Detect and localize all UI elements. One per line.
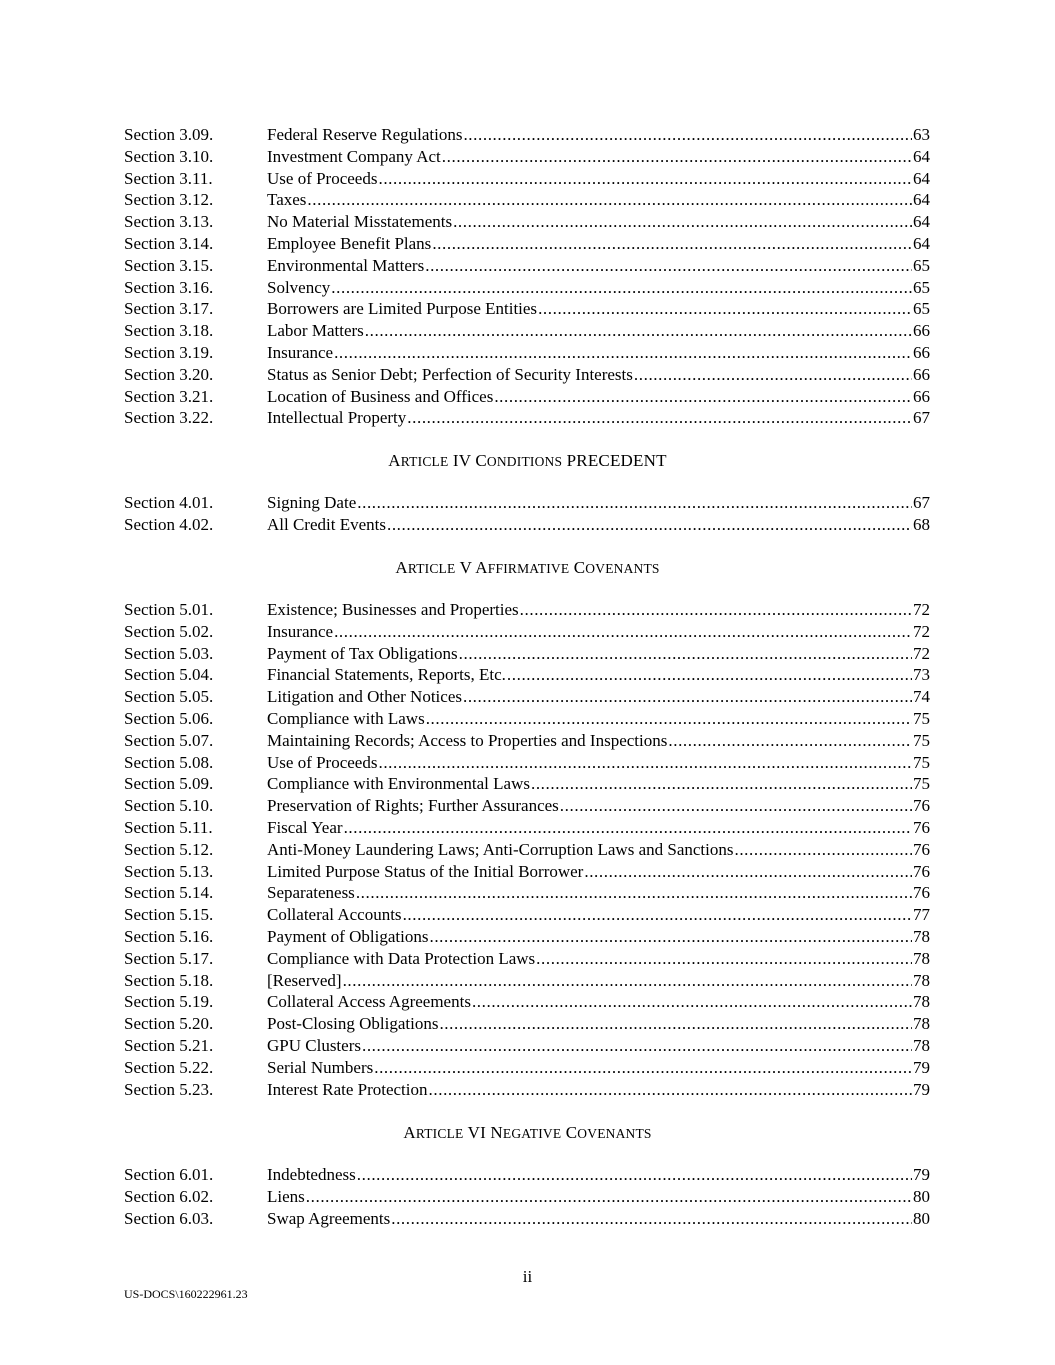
dot-leader (334, 342, 912, 364)
section-title: Labor Matters (267, 321, 364, 341)
article-iv-label: ARTICLE IV (388, 451, 471, 470)
dot-leader (584, 861, 912, 883)
section-title: [Reserved] (267, 970, 342, 990)
page-reference: 73 (913, 665, 930, 685)
section-title: Maintaining Records; Access to Properties and Inspections (267, 730, 668, 750)
section-title: Insurance (267, 621, 334, 641)
toc-entry (124, 342, 930, 364)
dot-leader (362, 1035, 912, 1057)
section-title: Compliance with Data Protection Laws (267, 948, 536, 968)
article-iv-name: CONDITIONS PRECEDENT (475, 451, 667, 470)
page-reference: 66 (913, 364, 930, 384)
dot-leader (403, 904, 912, 926)
toc-entry (124, 1186, 930, 1208)
page-reference: 77 (913, 905, 930, 925)
toc-entry (124, 255, 930, 277)
page-reference: 78 (913, 926, 930, 946)
dot-leader (357, 492, 912, 514)
toc-block-article-v (124, 599, 930, 1100)
section-title: Solvency (267, 277, 331, 297)
dot-leader (520, 599, 912, 621)
page-reference: 76 (913, 861, 930, 881)
page-reference: 65 (913, 299, 930, 319)
toc-entry (124, 686, 930, 708)
section-number: Section 5.08. (124, 752, 214, 772)
section-title: Swap Agreements (267, 1208, 391, 1228)
dot-leader (634, 364, 912, 386)
dot-leader (357, 1164, 912, 1186)
toc-entry (124, 211, 930, 233)
section-number: Section 3.13. (124, 212, 214, 232)
toc-entry (124, 991, 930, 1013)
toc-entry (124, 1164, 930, 1186)
section-title: No Material Misstatements (267, 212, 453, 232)
page-reference: 66 (913, 342, 930, 362)
section-number: Section 5.07. (124, 730, 214, 750)
toc-entry (124, 926, 930, 948)
dot-leader (453, 211, 912, 233)
section-title: Investment Company Act (267, 146, 441, 166)
page-reference: 64 (913, 212, 930, 232)
page-reference: 66 (913, 321, 930, 341)
article-vi-label: ARTICLE VI (403, 1123, 486, 1142)
dot-leader (356, 882, 912, 904)
section-number: Section 3.15. (124, 255, 214, 275)
section-number: Section 5.23. (124, 1079, 214, 1099)
section-number: Section 3.11. (124, 168, 213, 188)
page-reference: 68 (913, 514, 930, 534)
toc-entry (124, 1057, 930, 1079)
page-reference: 75 (913, 708, 930, 728)
page-reference: 65 (913, 277, 930, 297)
section-number: Section 5.19. (124, 992, 214, 1012)
section-number: Section 5.22. (124, 1057, 214, 1077)
section-title: Collateral Accounts (267, 905, 402, 925)
section-number: Section 5.04. (124, 665, 214, 685)
section-number: Section 5.16. (124, 926, 214, 946)
toc-entry (124, 861, 930, 883)
page-reference: 80 (913, 1208, 930, 1228)
section-number: Section 3.14. (124, 233, 214, 253)
page-reference: 75 (913, 730, 930, 750)
section-number: Section 6.02. (124, 1186, 214, 1206)
toc-entry (124, 1079, 930, 1101)
dot-leader (343, 970, 912, 992)
toc-entry (124, 708, 930, 730)
dot-leader (378, 168, 912, 190)
section-number: Section 4.02. (124, 514, 214, 534)
dot-leader (426, 708, 912, 730)
article-v-label: ARTICLE V (395, 558, 472, 577)
dot-leader (331, 277, 912, 299)
dot-leader (560, 795, 912, 817)
section-number: Section 3.09. (124, 125, 214, 144)
section-number: Section 5.02. (124, 621, 214, 641)
toc-entry (124, 514, 930, 536)
page-reference: 76 (913, 839, 930, 859)
page-reference: 75 (913, 752, 930, 772)
page-number: ii (522, 1267, 533, 1286)
toc-entry (124, 407, 930, 429)
toc-entry (124, 904, 930, 926)
dot-leader (429, 1079, 912, 1101)
article-vi-heading (0, 1122, 1055, 1145)
section-title: Use of Proceeds (267, 752, 378, 772)
dot-leader (307, 189, 912, 211)
page-reference: 76 (913, 796, 930, 816)
section-number: Section 6.03. (124, 1208, 214, 1228)
dot-leader (463, 686, 912, 708)
toc-entry (124, 839, 930, 861)
dot-leader (439, 1013, 912, 1035)
page-reference: 72 (913, 600, 930, 619)
toc-entry (124, 124, 930, 146)
section-title: Insurance (267, 342, 334, 362)
section-title: Existence; Businesses and Properties (267, 600, 519, 619)
dot-leader (668, 730, 912, 752)
article-iv-heading (0, 450, 1055, 473)
section-title: Taxes (267, 190, 307, 210)
dot-leader (429, 926, 912, 948)
page-reference: 66 (913, 386, 930, 406)
page-reference: 64 (913, 190, 930, 210)
dot-leader (531, 773, 912, 795)
dot-leader (472, 991, 912, 1013)
toc-block-article-iii-continued (124, 124, 930, 429)
section-title: GPU Clusters (267, 1035, 361, 1055)
section-title: Intellectual Property (267, 408, 407, 428)
section-number: Section 3.22. (124, 408, 214, 428)
page-reference: 75 (913, 774, 930, 794)
toc-entry (124, 643, 930, 665)
section-title: Compliance with Environmental Laws (267, 774, 530, 794)
section-title: Indebtedness (267, 1165, 356, 1184)
dot-leader (734, 839, 912, 861)
dot-leader (306, 1186, 912, 1208)
toc-entry (124, 817, 930, 839)
page-reference: 76 (913, 817, 930, 837)
toc-entry (124, 386, 930, 408)
toc-entry (124, 1208, 930, 1230)
dot-leader (432, 233, 912, 255)
page-reference: 78 (913, 948, 930, 968)
section-number: Section 3.21. (124, 386, 214, 406)
page-reference: 78 (913, 1014, 930, 1034)
page-reference: 63 (913, 125, 930, 144)
dot-leader (391, 1208, 912, 1230)
article-v-heading (0, 557, 1055, 580)
dot-leader (365, 320, 912, 342)
section-title: Preservation of Rights; Further Assurances (267, 796, 559, 816)
section-title: Use of Proceeds (267, 168, 378, 188)
article-vi-name: NEGATIVE COVENANTS (490, 1123, 652, 1142)
toc-entry (124, 233, 930, 255)
dot-leader (378, 752, 912, 774)
dot-leader (407, 407, 912, 429)
section-number: Section 5.10. (124, 796, 214, 816)
dot-leader (538, 298, 912, 320)
page-reference: 64 (913, 233, 930, 253)
dot-leader (442, 146, 912, 168)
section-number: Section 5.11. (124, 817, 213, 837)
section-number: Section 6.01. (124, 1165, 214, 1184)
toc-entry (124, 795, 930, 817)
toc-entry (124, 752, 930, 774)
section-number: Section 5.12. (124, 839, 214, 859)
section-title: Separateness (267, 883, 355, 903)
toc-entry (124, 492, 930, 514)
section-title: Interest Rate Protection (267, 1079, 428, 1099)
toc-entry (124, 1035, 930, 1057)
section-number: Section 3.19. (124, 342, 214, 362)
dot-leader (536, 948, 912, 970)
page-reference: 79 (913, 1079, 930, 1099)
section-title: Compliance with Laws (267, 708, 425, 728)
section-number: Section 5.20. (124, 1014, 214, 1034)
section-number: Section 3.18. (124, 321, 214, 341)
document-id: US-DOCS\160222961.23 (124, 1287, 248, 1301)
page-reference: 79 (913, 1165, 930, 1184)
toc-entry (124, 146, 930, 168)
dot-leader (459, 643, 912, 665)
toc-entry (124, 970, 930, 992)
page-reference: 74 (913, 687, 930, 707)
section-number: Section 5.17. (124, 948, 214, 968)
page-reference: 76 (913, 883, 930, 903)
toc-entry (124, 599, 930, 621)
section-title: Payment of Tax Obligations (267, 643, 458, 663)
toc-entry (124, 277, 930, 299)
section-title: Employee Benefit Plans (267, 233, 432, 253)
section-title: Federal Reserve Regulations (267, 125, 463, 144)
section-title: Post-Closing Obligations (267, 1014, 439, 1034)
dot-leader (507, 664, 912, 686)
toc-entry (124, 664, 930, 686)
section-title: Location of Business and Offices (267, 386, 494, 406)
section-title: All Credit Events (267, 514, 386, 534)
dot-leader (425, 255, 912, 277)
toc-entry (124, 1013, 930, 1035)
toc-entry (124, 882, 930, 904)
section-title: Payment of Obligations (267, 926, 429, 946)
page-reference: 67 (913, 408, 930, 428)
section-title: Litigation and Other Notices (267, 687, 462, 707)
toc-entry (124, 364, 930, 386)
page-reference: 79 (913, 1057, 930, 1077)
dot-leader (387, 514, 912, 536)
article-v-name: AFFIRMATIVE COVENANTS (475, 558, 660, 577)
section-number: Section 5.21. (124, 1035, 214, 1055)
page-reference: 80 (913, 1186, 930, 1206)
dot-leader (463, 124, 912, 146)
section-title: Environmental Matters (267, 255, 425, 275)
section-number: Section 5.05. (124, 687, 214, 707)
toc-entry (124, 168, 930, 190)
toc-entry (124, 298, 930, 320)
dot-leader (374, 1057, 912, 1079)
toc-entry (124, 730, 930, 752)
page-reference: 72 (913, 621, 930, 641)
section-number: Section 5.03. (124, 643, 214, 663)
page-reference: 72 (913, 643, 930, 663)
toc-entry (124, 773, 930, 795)
page-reference: 78 (913, 1035, 930, 1055)
toc-entry (124, 621, 930, 643)
section-number: Section 3.17. (124, 299, 214, 319)
section-number: Section 4.01. (124, 493, 214, 512)
section-number: Section 3.16. (124, 277, 214, 297)
toc-entry (124, 320, 930, 342)
section-number: Section 5.15. (124, 905, 214, 925)
toc-block-article-vi (124, 1164, 930, 1229)
section-number: Section 3.10. (124, 146, 214, 166)
section-title: Signing Date (267, 493, 357, 512)
section-title: Liens (267, 1186, 305, 1206)
section-number: Section 5.13. (124, 861, 214, 881)
section-number: Section 5.18. (124, 970, 214, 990)
dot-leader (344, 817, 912, 839)
section-title: Fiscal Year (267, 817, 343, 837)
page-reference: 64 (913, 168, 930, 188)
section-title: Financial Statements, Reports, Etc. (267, 665, 506, 685)
page-reference: 64 (913, 146, 930, 166)
section-number: Section 3.12. (124, 190, 214, 210)
page-reference: 65 (913, 255, 930, 275)
section-number: Section 5.01. (124, 600, 214, 619)
page-reference: 78 (913, 970, 930, 990)
page-reference: 78 (913, 992, 930, 1012)
section-title: Serial Numbers (267, 1057, 374, 1077)
dot-leader (334, 621, 912, 643)
toc-entry (124, 189, 930, 211)
page-reference: 67 (913, 493, 930, 512)
section-title: Collateral Access Agreements (267, 992, 471, 1012)
section-title: Borrowers are Limited Purpose Entities (267, 299, 538, 319)
section-number: Section 5.14. (124, 883, 214, 903)
section-title: Status as Senior Debt; Perfection of Security Interests (267, 364, 633, 384)
dot-leader (494, 386, 912, 408)
section-title: Anti-Money Laundering Laws; Anti-Corruption Laws and Sanctions (267, 839, 734, 859)
toc-entry (124, 948, 930, 970)
section-number: Section 5.09. (124, 774, 214, 794)
section-number: Section 5.06. (124, 708, 214, 728)
section-number: Section 3.20. (124, 364, 214, 384)
section-title: Limited Purpose Status of the Initial Borrower (267, 861, 584, 881)
toc-block-article-iv (124, 492, 930, 536)
